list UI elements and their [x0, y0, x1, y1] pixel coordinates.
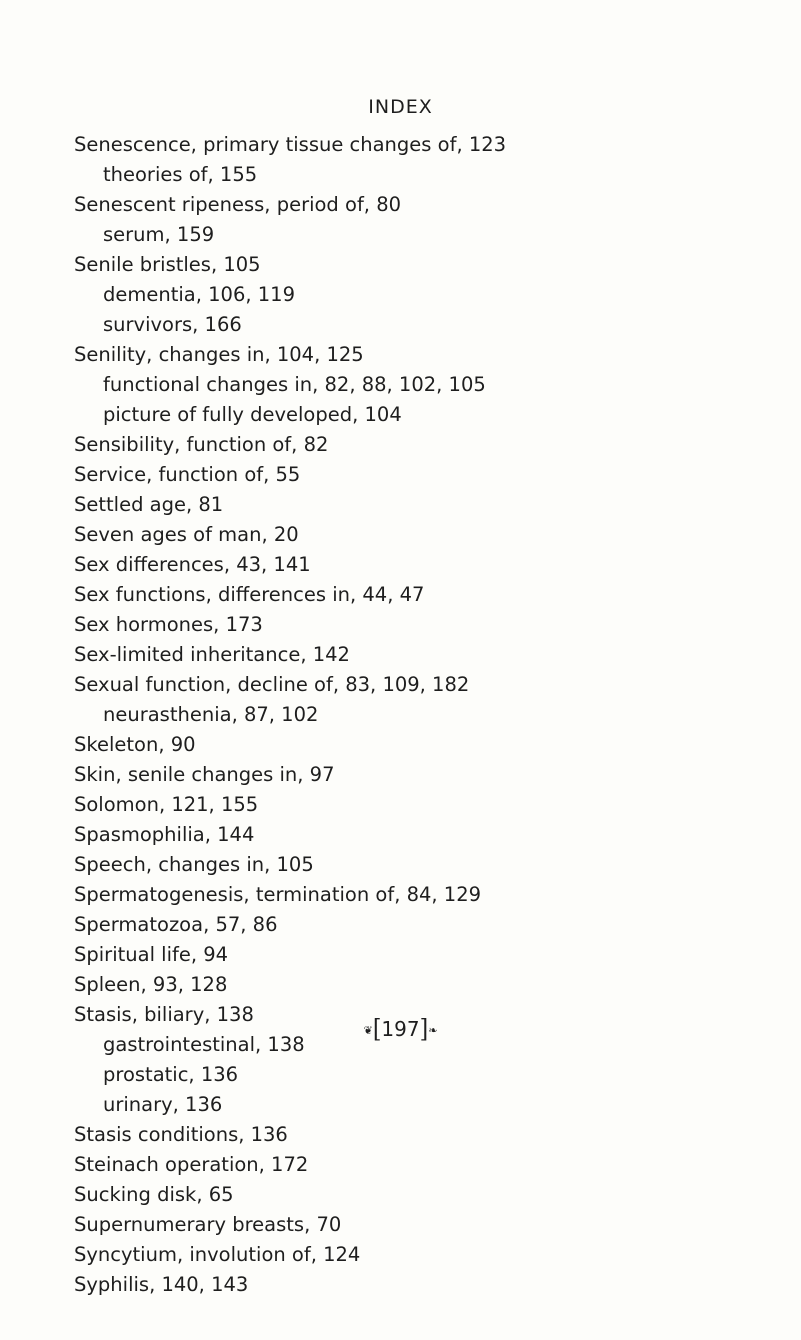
index-entry: Skin, senile changes in, 97 [74, 763, 335, 786]
index-entry: Syncytium, involution of, 124 [74, 1243, 361, 1266]
page-heading: INDEX [368, 96, 433, 118]
index-entry: Service, function of, 55 [74, 463, 301, 486]
index-subentry: prostatic, 136 [103, 1063, 239, 1086]
index-entry: Steinach operation, 172 [74, 1153, 309, 1176]
index-entry: Sex functions, differences in, 44, 47 [74, 583, 425, 606]
right-ornament-icon: ❧ [428, 1024, 438, 1037]
right-bracket-icon: ] [419, 1015, 429, 1044]
index-entry: Senescent ripeness, period of, 80 [74, 193, 402, 216]
index-subentry: neurasthenia, 87, 102 [103, 703, 319, 726]
index-entry: Spermatogenesis, termination of, 84, 129 [74, 883, 482, 906]
index-entry: Supernumerary breasts, 70 [74, 1213, 342, 1236]
index-entry: Skeleton, 90 [74, 733, 196, 756]
index-entry: Sex differences, 43, 141 [74, 553, 311, 576]
index-subentry: serum, 159 [103, 223, 215, 246]
index-entry: Speech, changes in, 105 [74, 853, 314, 876]
index-entry: Sensibility, function of, 82 [74, 433, 329, 456]
index-entry: Spleen, 93, 128 [74, 973, 228, 996]
index-entry: Syphilis, 140, 143 [74, 1273, 249, 1296]
index-entry: Spiritual life, 94 [74, 943, 229, 966]
index-entry: Sex hormones, 173 [74, 613, 263, 636]
index-subentry: dementia, 106, 119 [103, 283, 295, 306]
index-entry: Sexual function, decline of, 83, 109, 182 [74, 673, 470, 696]
index-subentry: survivors, 166 [103, 313, 242, 336]
page-number: 197 [381, 1017, 420, 1041]
index-entry: Spasmophilia, 144 [74, 823, 255, 846]
index-entry: Stasis, biliary, 138 [74, 1003, 254, 1026]
index-entry: Stasis conditions, 136 [74, 1123, 288, 1146]
index-entry: Senescence, primary tissue changes of, 123 [74, 133, 507, 156]
index-entry: Spermatozoa, 57, 86 [74, 913, 278, 936]
left-ornament-icon: ❦ [363, 1024, 373, 1037]
index-subentry: functional changes in, 82, 88, 102, 105 [103, 373, 486, 396]
page-folio [0, 1017, 801, 1042]
index-entry: Settled age, 81 [74, 493, 224, 516]
index-entry: Solomon, 121, 155 [74, 793, 259, 816]
index-subentry: theories of, 155 [103, 163, 258, 186]
index-subentry: gastrointestinal, 138 [103, 1033, 305, 1056]
index-subentry: picture of fully developed, 104 [103, 403, 402, 426]
index-entry: Senile bristles, 105 [74, 253, 261, 276]
index-entry: Senility, changes in, 104, 125 [74, 343, 364, 366]
index-entry: Sucking disk, 65 [74, 1183, 234, 1206]
index-subentry: urinary, 136 [103, 1093, 223, 1116]
left-bracket-icon: [ [372, 1015, 382, 1044]
index-entry-list [74, 130, 754, 1300]
index-entry: Sex-limited inheritance, 142 [74, 643, 350, 666]
index-entry: Seven ages of man, 20 [74, 523, 299, 546]
